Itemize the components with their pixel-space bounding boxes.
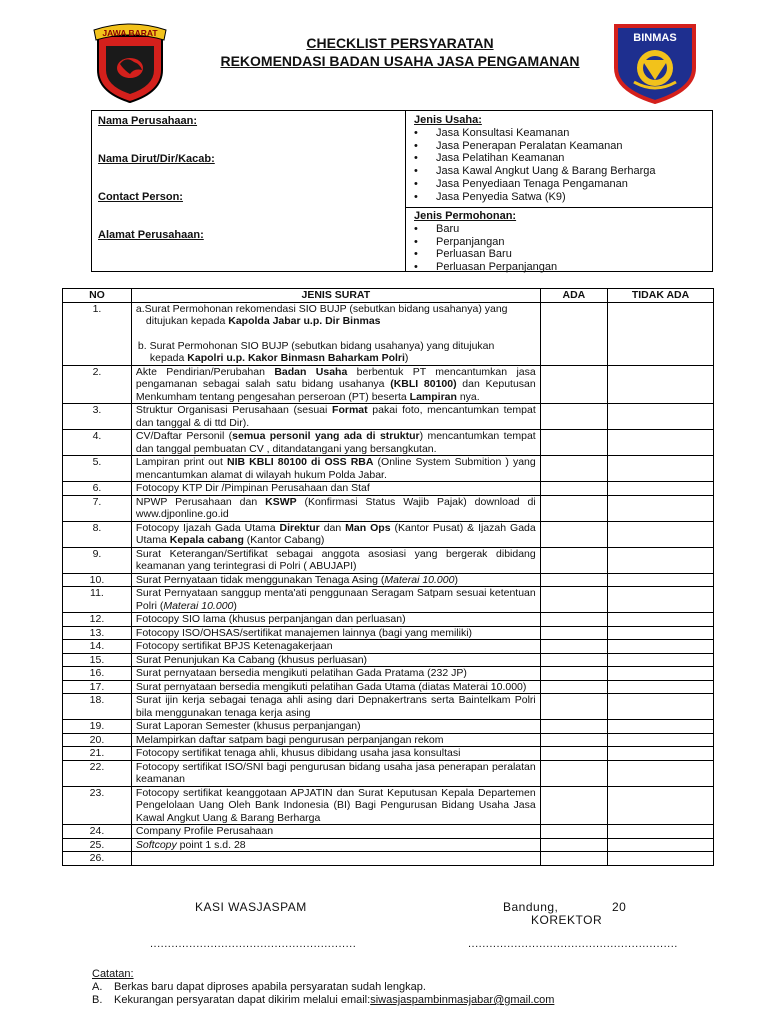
table-row: 4. CV/Daftar Personil (semua personil yang ada di struktur) mencantumkan tempat dan tanggal pembuatan CV , ditandatangani yang bersangkutan. <box>63 430 714 456</box>
table-row: 5. Lampiran print out NIB KBLI 80100 di OSS RBA (Online System Submition ) yang mencantumkan alamat di wilayah hukum Polda Jabar. <box>63 456 714 482</box>
table-row: 18. Surat ijin kerja sebagai tenaga ahli asing dari Depnakertrans serta Baintelkam Polri bila menggunakan tenaga kerja asing <box>63 694 714 720</box>
table-row: 23. Fotocopy sertifikat keanggotaan APJATIN dan Surat Keputusan Kepala Departemen Pengelolaan Uang Oleh Bank Indonesia (BI) Bagi Pengurusan Bidang Usaha Jasa Kawal Angkut Uang & Barang Berharga <box>63 786 714 825</box>
ada-cell[interactable] <box>540 613 607 627</box>
tidak-ada-cell[interactable] <box>608 495 714 521</box>
ada-cell[interactable] <box>540 720 607 734</box>
tidak-ada-cell[interactable] <box>608 680 714 694</box>
ada-cell[interactable] <box>540 667 607 681</box>
tidak-ada-cell[interactable] <box>608 733 714 747</box>
ada-cell[interactable] <box>540 653 607 667</box>
table-row: 24. Company Profile Perusahaan <box>63 825 714 839</box>
list-item: • Perluasan Baru <box>414 248 512 261</box>
tidak-ada-cell[interactable] <box>608 430 714 456</box>
tidak-ada-cell[interactable] <box>608 838 714 852</box>
ada-cell[interactable] <box>540 825 607 839</box>
ada-cell[interactable] <box>540 495 607 521</box>
signature-line-left: .......................................................... <box>150 938 357 950</box>
tidak-ada-cell[interactable] <box>608 653 714 667</box>
ada-cell[interactable] <box>540 430 607 456</box>
tidak-ada-cell[interactable] <box>608 365 714 404</box>
header-jenis-surat: JENIS SURAT <box>131 289 540 303</box>
ada-cell[interactable] <box>540 680 607 694</box>
table-row: 16. Surat pernyataan bersedia mengikuti pelatihan Gada Pratama (232 JP) <box>63 667 714 681</box>
signature-right-title: KOREKTOR <box>531 913 603 927</box>
tidak-ada-cell[interactable] <box>608 667 714 681</box>
ada-cell[interactable] <box>540 404 607 430</box>
ada-cell[interactable] <box>540 521 607 547</box>
tidak-ada-cell[interactable] <box>608 456 714 482</box>
tidak-ada-cell[interactable] <box>608 587 714 613</box>
ada-cell[interactable] <box>540 482 607 496</box>
table-row: 8. Fotocopy Ijazah Gada Utama Direktur dan Man Ops (Kantor Pusat) & Ijazah Gada Utama Kepala cabang (Kantor Cabang) <box>63 521 714 547</box>
ada-cell[interactable] <box>540 733 607 747</box>
ada-cell[interactable] <box>540 760 607 786</box>
svg-text:JAWA BARAT: JAWA BARAT <box>102 28 158 38</box>
ada-cell[interactable] <box>540 456 607 482</box>
table-row: 26. <box>63 852 714 866</box>
table-row: 1. a.Surat Permohonan rekomendasi SIO BUJP (sebutkan bidang usahanya) yang ditujukan kepada Kapolda Jabar u.p. Dir Binmas b. Surat Permohonan SIO BUJP (sebutkan bidang usahanya) yang ditujukan kepada Kapolri u.p. Kakor Binmasn Baharkam Polri) <box>63 302 714 365</box>
list-item: • Jasa Penyedia Satwa (K9) <box>414 190 566 203</box>
table-row: 9. Surat Keterangan/Sertifikat sebagai anggota asosiasi yang bergerak dibidang keamanan yang terintegrasi di Polri ( ABUJAPI) <box>63 547 714 573</box>
info-divider-horizontal <box>405 207 713 208</box>
tidak-ada-cell[interactable] <box>608 521 714 547</box>
label-nama-dirut: Nama Dirut/Dir/Kacab: <box>98 153 215 165</box>
table-header-row <box>63 289 714 303</box>
email-link[interactable]: siwasjaspambinmasjabar@gmail.com <box>370 994 555 1006</box>
tidak-ada-cell[interactable] <box>608 404 714 430</box>
ada-cell[interactable] <box>540 747 607 761</box>
ada-cell[interactable] <box>540 786 607 825</box>
label-nama-perusahaan: Nama Perusahaan: <box>98 115 198 127</box>
table-row: 25. Softcopy point 1 s.d. 28 <box>63 838 714 852</box>
info-divider-vertical <box>405 111 406 271</box>
checklist-table <box>62 288 714 866</box>
list-item: • Jasa Penerapan Peralatan Keamanan <box>414 139 623 152</box>
label-alamat: Alamat Perusahaan: <box>98 229 204 241</box>
tidak-ada-cell[interactable] <box>608 825 714 839</box>
table-row: 10. Surat Pernyataan tidak menggunakan Tenaga Asing (Materai 10.000) <box>63 573 714 587</box>
header-tidak-ada: TIDAK ADA <box>608 289 714 303</box>
list-item: • Perpanjangan <box>414 235 505 248</box>
list-item: • Perluasan Perpanjangan <box>414 261 558 274</box>
ada-cell[interactable] <box>540 852 607 866</box>
list-item: • Baru <box>414 222 460 235</box>
table-row: 13. Fotocopy ISO/OHSAS/sertifikat manajemen lainnya (bagi yang memiliki) <box>63 626 714 640</box>
jenis-usaha-title: Jenis Usaha: <box>414 114 482 126</box>
tidak-ada-cell[interactable] <box>608 694 714 720</box>
notes-title: Catatan: <box>92 968 134 980</box>
ada-cell[interactable] <box>540 302 607 365</box>
list-item: • Jasa Pelatihan Keamanan <box>414 152 565 165</box>
ada-cell[interactable] <box>540 365 607 404</box>
document-title <box>150 34 650 70</box>
ada-cell[interactable] <box>540 547 607 573</box>
tidak-ada-cell[interactable] <box>608 760 714 786</box>
signature-year: 20 <box>612 900 627 914</box>
tidak-ada-cell[interactable] <box>608 720 714 734</box>
table-row: 11. Surat Pernyataan sanggup menta'ati penggunaan Seragam Satpam sesuai ketentuan Polri (Materai 10.000) <box>63 587 714 613</box>
tidak-ada-cell[interactable] <box>608 852 714 866</box>
jenis-usaha-block <box>414 114 656 204</box>
title-line-1: CHECKLIST PERSYARATAN <box>306 35 494 51</box>
jenis-permohonan-title: Jenis Permohonan: <box>414 210 517 222</box>
jenis-permohonan-block <box>414 210 557 274</box>
svg-text:BINMAS: BINMAS <box>633 32 677 44</box>
table-row: 15. Surat Penunjukan Ka Cabang (khusus perluasan) <box>63 653 714 667</box>
table-row: 20. Melampirkan daftar satpam bagi pengurusan perpanjangan rekom <box>63 733 714 747</box>
signature-left-title: KASI WASJASPAM <box>195 900 307 914</box>
header-no: NO <box>63 289 132 303</box>
list-item: • Jasa Penyediaan Tenaga Pengamanan <box>414 177 628 190</box>
header-ada: ADA <box>540 289 607 303</box>
tidak-ada-cell[interactable] <box>608 640 714 654</box>
table-row: 21. Fotocopy sertifikat tenaga ahli, khusus dibidang usaha jasa konsultasi <box>63 747 714 761</box>
ada-cell[interactable] <box>540 838 607 852</box>
table-row: 12. Fotocopy SIO lama (khusus perpanjangan dan perluasan) <box>63 613 714 627</box>
ada-cell[interactable] <box>540 640 607 654</box>
signature-place: Bandung, <box>503 900 559 914</box>
tidak-ada-cell[interactable] <box>608 573 714 587</box>
note-a: A. Berkas baru dapat diproses apabila persyaratan sudah lengkap. <box>92 981 426 993</box>
ada-cell[interactable] <box>540 587 607 613</box>
ada-cell[interactable] <box>540 694 607 720</box>
table-row: 19. Surat Laporan Semester (khusus perpanjangan) <box>63 720 714 734</box>
tidak-ada-cell[interactable] <box>608 482 714 496</box>
table-row: 22. Fotocopy sertifikat ISO/SNI bagi pengurusan bidang usaha jasa penerapan peralatan keamanan <box>63 760 714 786</box>
table-row: 6. Fotocopy KTP Dir /Pimpinan Perusahaan dan Staf <box>63 482 714 496</box>
tidak-ada-cell[interactable] <box>608 747 714 761</box>
table-row: 3. Struktur Organisasi Perusahaan (sesuai Format pakai foto, mencantumkan tempat dan tanggal & di ttd Dir). <box>63 404 714 430</box>
ada-cell[interactable] <box>540 626 607 640</box>
company-info-box <box>91 110 713 272</box>
tidak-ada-cell[interactable] <box>608 302 714 365</box>
tidak-ada-cell[interactable] <box>608 786 714 825</box>
tidak-ada-cell[interactable] <box>608 547 714 573</box>
ada-cell[interactable] <box>540 573 607 587</box>
label-contact-person: Contact Person: <box>98 191 183 203</box>
table-row: 14. Fotocopy sertifikat BPJS Ketenagakerjaan <box>63 640 714 654</box>
signature-line-right: ........................................................... <box>468 938 678 950</box>
notes-section <box>92 968 554 1007</box>
table-row: 2. Akte Pendirian/Perubahan Badan Usaha berbentuk PT mencantumkan jasa pengamanan sebagai salah satu bidang usahanya (KBLI 80100) dan Keputusan Menkumham tentang pengesahan perseroan (PT) beserta Lampiran nya. <box>63 365 714 404</box>
table-row: 17. Surat pernyataan bersedia mengikuti pelatihan Gada Utama (diatas Materai 10.000) <box>63 680 714 694</box>
note-b: B. Kekurangan persyaratan dapat dikirim melalui email: siwasjaspambinmasjabar@gmail.com <box>92 994 555 1006</box>
list-item: • Jasa Kawal Angkut Uang & Barang Berharga <box>414 165 656 178</box>
list-item: • Jasa Konsultasi Keamanan <box>414 126 570 139</box>
table-row: 7. NPWP Perusahaan dan KSWP (Konfirmasi Status Wajib Pajak) download di www.djponline.go.id <box>63 495 714 521</box>
tidak-ada-cell[interactable] <box>608 613 714 627</box>
tidak-ada-cell[interactable] <box>608 626 714 640</box>
title-line-2: REKOMENDASI BADAN USAHA JASA PENGAMANAN <box>220 53 580 69</box>
